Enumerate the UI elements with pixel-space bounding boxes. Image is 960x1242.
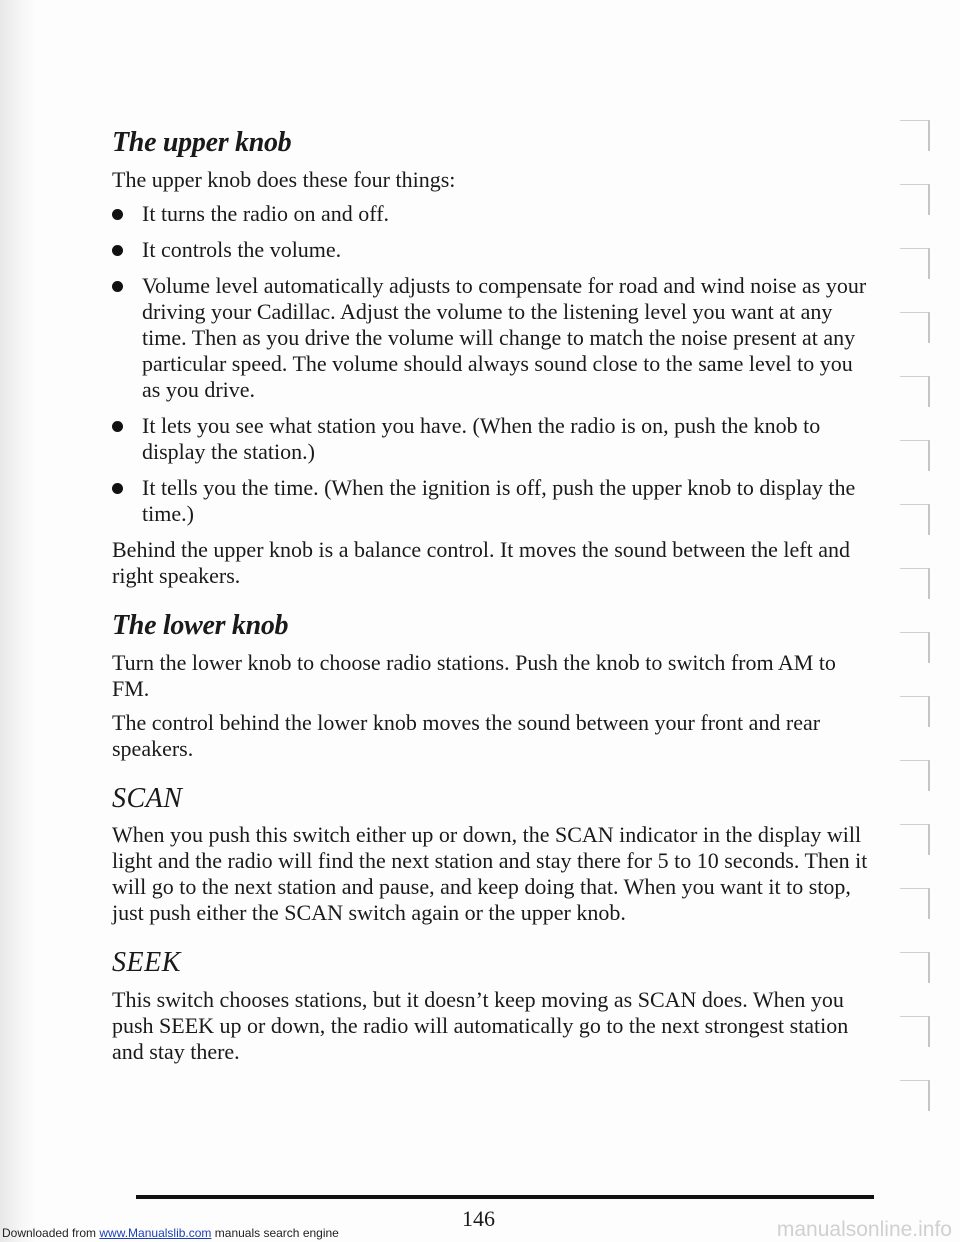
section-seek [112,948,872,1065]
download-prefix: Downloaded from [2,1226,100,1240]
upper-knob-bullet-list [112,201,872,527]
footer-rule [136,1195,874,1199]
seek-paragraph: This switch chooses stations, but it doesn’t keep moving as SCAN does. When you push SEEK up or down, the radio will automatically go to the next strongest station and stay there. [112,987,849,1065]
index-tab [900,504,930,535]
index-tabs [900,120,940,1144]
lower-knob-paragraph-1: Turn the lower knob to choose radio stations. Push the knob to switch from AM to FM. [112,649,836,701]
bullet-text: It tells you the time. (When the ignition is off, push the upper knob to display the time.) [142,474,856,526]
index-tab [900,184,930,215]
lower-knob-paragraph-2: The control behind the lower knob moves the sound between your front and rear speakers. [112,709,821,761]
bullet-item [112,273,872,403]
heading-seek: SEEK [112,947,181,979]
manualslib-link[interactable]: www.Manualslib.com [99,1226,212,1240]
index-tab [900,120,930,151]
index-tab [900,568,930,599]
section-scan [112,784,872,927]
page-number: 146 [462,1206,495,1231]
bullet-icon [112,421,123,432]
index-tab [900,888,930,919]
index-tab [900,824,930,855]
bullet-text: It lets you see what station you have. (When the radio is on, push the knob to display the station.) [142,412,821,464]
index-tab [900,696,930,727]
bullet-icon [112,209,123,220]
bullet-icon [112,483,123,494]
index-tab [900,376,930,407]
download-footer [2,1226,339,1240]
section-upper-knob [112,128,872,589]
page-edge-shadow [0,0,36,1242]
bullet-item [112,413,872,465]
bullet-icon [112,281,123,292]
balance-control-paragraph: Behind the upper knob is a balance control. It moves the sound between the left and right speakers. [112,536,851,588]
download-suffix: manuals search engine [211,1226,339,1240]
bullet-text: It controls the volume. [142,236,342,262]
index-tab [900,440,930,471]
index-tab [900,760,930,791]
index-tab [900,248,930,279]
scan-paragraph: When you push this switch either up or down, the SCAN indicator in the display will light and the radio will find the next station and stay there for 5 to 10 seconds. Then it will go to the next station and pause, and keep doing that. When you want it to stop, just push either the SCAN switch again or the upper knob. [112,822,868,926]
upper-knob-intro: The upper knob does these four things: [112,166,456,192]
index-tab [900,312,930,343]
bullet-text: It turns the radio on and off. [142,200,390,226]
bullet-item [112,237,872,263]
index-tab [900,1016,930,1047]
bullet-icon [112,245,123,256]
heading-lower-knob: The lower knob [112,609,289,641]
page-content [112,128,872,1087]
section-lower-knob [112,611,872,762]
index-tab [900,952,930,983]
index-tab [900,632,930,663]
bullet-text: Volume level automatically adjusts to compensate for road and wind noise as your driving your Cadillac. Adjust the volume to the listening level you want at any time. Then as you drive the volume will change to match the noise present at any particular speed. The volume should always sound close to the same level to you as you drive. [142,272,867,402]
heading-upper-knob: The upper knob [112,127,292,158]
heading-scan: SCAN [112,782,183,814]
index-tab [900,1080,930,1111]
watermark: manualsonline.info [776,1218,952,1241]
bullet-item [112,475,872,527]
bullet-item [112,201,872,227]
